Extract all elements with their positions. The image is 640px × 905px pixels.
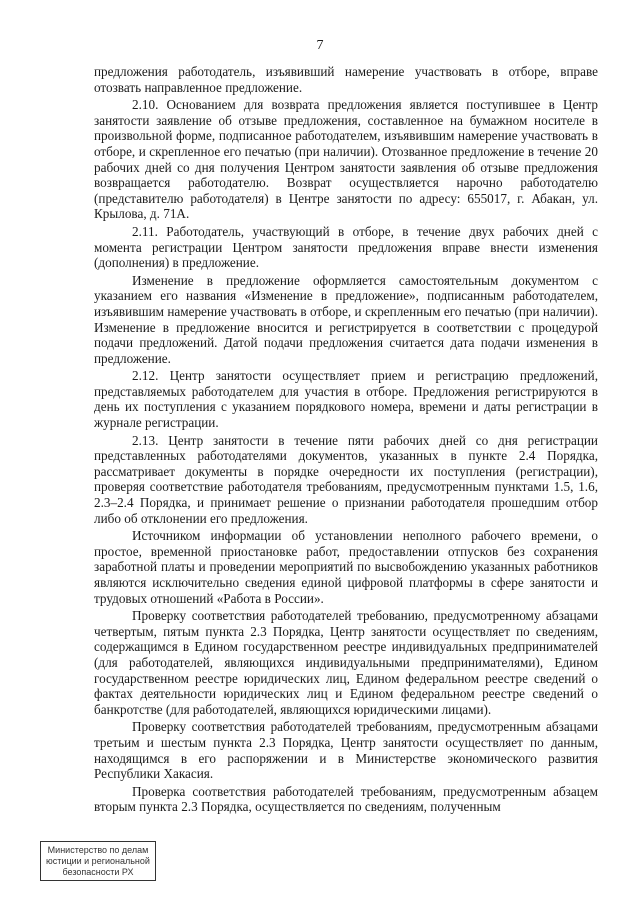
- ministry-stamp: [40, 841, 156, 881]
- paragraph-1: предложения работодатель, изъявивший намерение участвовать в отборе, вправе отозвать направленное предложение.: [94, 64, 598, 95]
- paragraph-8: Проверку соответствия работодателей требованию, предусмотренному абзацами четвертым, пятым пункта 2.3 Порядка, Центр занятости осуществляет по сведениям, содержащимся в Едином государственном реестре индивидуальных предпринимателей (для работодателей, являющихся индивидуальными предпринимателями), Едином государственном реестре юридических лиц, Едином федеральном реестре сведений о фактах деятельности юридических лиц и Едином федеральном реестре сведений о банкротстве (для работодателей, являющихся юридическими лицами).: [94, 608, 598, 717]
- paragraph-10: Проверка соответствия работодателей требованиям, предусмотренным абзацем вторым пункта 2.3 Порядка, осуществляется по сведениям, полученным: [94, 783, 598, 815]
- paragraph-5: 2.12. Центр занятости осуществляет прием и регистрацию предложений, представляемых работодателем для участия в отборе. Предложения регистрируются в день их поступления с указанием порядкового номера, времени и даты регистрации в журнале регистрации.: [94, 368, 598, 431]
- stamp-line-3: безопасности РХ: [62, 867, 134, 877]
- document-body: [94, 64, 598, 817]
- stamp-line-1: Министерство по делам: [47, 845, 149, 855]
- paragraph-2: 2.10. Основанием для возврата предложения является поступившее в Центр занятости заявление об отзыве предложения, составленное на бумажном носителе в произвольной форме, подписанное работодателем, изъявившим намерение участвовать в отборе, и скрепленное его печатью (при наличии). Отозванное предложение в течение 20 рабочих дней со дня получения Центром занятости заявления об отзыве предложения возвращается работодателю. Возврат осуществляется нарочно работодателю (представителю работодателя) в Центре занятости по адресу: 655017, г. Абакан, ул. Крылова, д. 71А.: [94, 97, 598, 222]
- paragraph-7: Источником информации об установлении неполного рабочего времени, о простое, временной приостановке работ, предоставлении отпусков без сохранения заработной платы и проведении мероприятий по высвобождению указанных работников являются исключительно сведения единой цифровой платформы в сфере занятости и трудовых отношений «Работа в России».: [94, 528, 598, 606]
- paragraph-4: Изменение в предложение оформляется самостоятельным документом с указанием его названия «Изменение в предложение», подписанным работодателем, изъявившим намерение участвовать в отборе, и скрепленным его печатью (при наличии). Изменение в предложение вносится и регистрируется в соответствии с процедурой подачи предложений. Датой подачи предложения считается дата подачи изменения в предложение.: [94, 272, 598, 366]
- paragraph-6: 2.13. Центр занятости в течение пяти рабочих дней со дня регистрации представленных работодателями документов, указанных в пункте 2.4 Порядка, рассматривает документы в порядке очередности их поступления (регистрации), проверяя соответствие работодателя требованиям, предусмотренным пунктами 1.5, 1.6, 2.3–2.4 Порядка, и принимает решение о признании работодателя прошедшим отбор либо об отклонении его предложения.: [94, 432, 598, 526]
- paragraph-3: 2.11. Работодатель, участвующий в отборе, в течение двух рабочих дней с момента регистрации Центром занятости предложения вправе внести изменения (дополнения) в предложение.: [94, 223, 598, 271]
- paragraph-9: Проверку соответствия работодателей требованиям, предусмотренным абзацами третьим и шестым пункта 2.3 Порядка, Центр занятости осуществляет по данным, находящимся в его распоряжении и в Министерстве экономического развития Республики Хакасия.: [94, 719, 598, 782]
- page-number: 7: [316, 38, 324, 53]
- stamp-line-2: юстиции и региональной: [46, 856, 150, 866]
